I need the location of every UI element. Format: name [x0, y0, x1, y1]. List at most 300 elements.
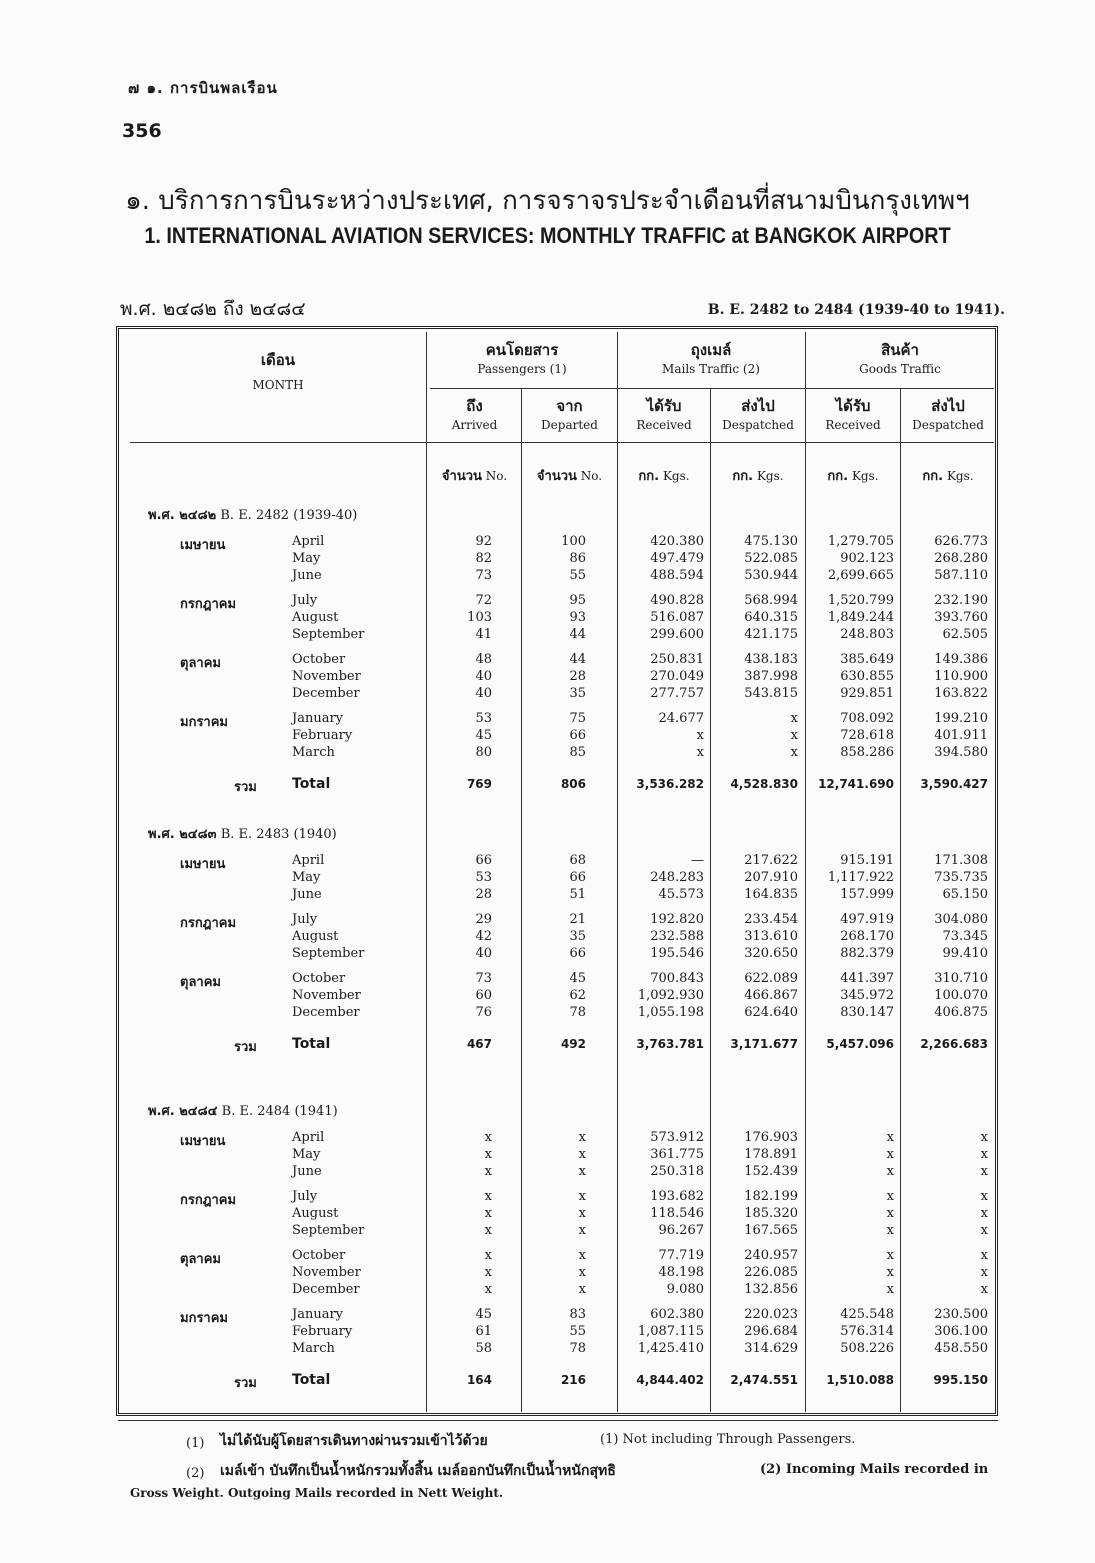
table-cell: 73: [475, 568, 492, 583]
table-cell: 110.900: [934, 669, 988, 684]
table-cell: 199.210: [934, 711, 988, 726]
table-cell: 42: [475, 929, 492, 944]
table-cell: 385.649: [840, 652, 894, 667]
table-cell: 62.505: [942, 627, 988, 642]
table-cell: 420.380: [650, 534, 704, 549]
table-cell: 296.684: [744, 1324, 798, 1339]
table-cell: x: [484, 1248, 492, 1263]
month-label: November: [292, 1265, 361, 1280]
month-label: September: [292, 627, 365, 642]
footnote-1-thai-text: ไม่ได้นับผู้โดยสารเดินทางผ่านรวมเข้าไว้ด้วย: [220, 1433, 488, 1449]
table-cell: 171.308: [934, 853, 988, 868]
table-cell: 299.600: [650, 627, 704, 642]
mails-header-en: Mails Traffic (2): [662, 362, 760, 376]
table-cell: x: [886, 1282, 894, 1297]
column-divider: [521, 388, 522, 1412]
table-cell: 728.618: [840, 728, 894, 743]
table-cell: x: [980, 1248, 988, 1263]
unit-en: No.: [580, 469, 603, 483]
total-label: Total: [292, 776, 331, 792]
table-cell: 95: [569, 593, 586, 608]
table-cell: 58: [475, 1341, 492, 1356]
table-cell: 24.677: [658, 711, 704, 726]
table-cell: 406.875: [934, 1005, 988, 1020]
table-cell: 622.089: [744, 971, 798, 986]
mails-received-header-en: Received: [636, 418, 692, 432]
table-cell: x: [886, 1189, 894, 1204]
table-cell: x: [484, 1265, 492, 1280]
table-cell: 72: [475, 593, 492, 608]
table-cell: 73: [475, 971, 492, 986]
table-cell: 270.049: [650, 669, 704, 684]
table-cell: 40: [475, 686, 492, 701]
table-cell: x: [790, 728, 798, 743]
table-cell: 77.719: [658, 1248, 704, 1263]
table-cell: 522.085: [744, 551, 798, 566]
year-header: [148, 504, 357, 525]
table-cell: 66: [569, 728, 586, 743]
table-cell: 421.175: [744, 627, 798, 642]
table-cell: 458.550: [934, 1341, 988, 1356]
table-cell: 163.822: [934, 686, 988, 701]
table-cell: 76: [475, 1005, 492, 1020]
month-label: July: [292, 912, 318, 927]
table-cell: 915.191: [840, 853, 894, 868]
table-cell: 35: [569, 686, 586, 701]
table-cell: 40: [475, 669, 492, 684]
table-cell: 99.410: [942, 946, 988, 961]
year-header-thai: พ.ศ. ๒๔๘๒: [148, 508, 217, 523]
table-cell: 92: [475, 534, 492, 549]
table-cell: 441.397: [840, 971, 894, 986]
table-cell: 1,520.799: [827, 593, 894, 608]
unit-en: Kgs.: [946, 469, 974, 483]
table-cell: 45: [569, 971, 586, 986]
total-cell: 12,741.690: [818, 777, 894, 791]
table-cell: 62: [569, 988, 586, 1003]
table-cell: 630.855: [840, 669, 894, 684]
total-cell: 3,590.427: [920, 777, 988, 791]
unit-thai: กก.: [827, 469, 849, 484]
month-header-thai: เดือน: [260, 351, 296, 369]
table-cell: 21: [569, 912, 586, 927]
table-cell: 9.080: [666, 1282, 704, 1297]
month-header: [130, 350, 426, 394]
table-cell: 157.999: [840, 887, 894, 902]
table-cell: 568.994: [744, 593, 798, 608]
month-header-en: MONTH: [252, 378, 304, 392]
table-cell: 85: [569, 745, 586, 760]
table-cell: 44: [569, 652, 586, 667]
goods-despatched-header: [901, 396, 995, 434]
table-cell: 29: [475, 912, 492, 927]
table-cell: 708.092: [840, 711, 894, 726]
total-label-thai: รวม: [234, 1376, 257, 1391]
mails-header: [618, 340, 804, 378]
table-cell: x: [886, 1265, 894, 1280]
table-cell: x: [980, 1223, 988, 1238]
table-cell: 233.454: [744, 912, 798, 927]
passengers-header-thai: คนโดยสาร: [485, 341, 559, 359]
table-cell: 268.280: [934, 551, 988, 566]
period-thai: พ.ศ. ๒๔๘๒ ถึง ๒๔๘๔: [120, 298, 306, 320]
mails-header-thai: ถุงเมล์: [690, 341, 732, 359]
total-cell: 4,844.402: [636, 1373, 704, 1387]
table-cell: 60: [475, 988, 492, 1003]
table-cell: x: [578, 1223, 586, 1238]
month-label: January: [292, 711, 344, 726]
table-cell: 182.199: [744, 1189, 798, 1204]
table-cell: x: [578, 1147, 586, 1162]
table-cell: x: [484, 1282, 492, 1297]
total-cell: 2,266.683: [920, 1037, 988, 1051]
month-label: October: [292, 971, 346, 986]
month-label: June: [292, 887, 322, 902]
column-divider: [617, 332, 618, 1412]
table-cell: 232.588: [650, 929, 704, 944]
unit-en: Kgs.: [851, 469, 879, 483]
table-cell: 929.851: [840, 686, 894, 701]
table-cell: 207.910: [744, 870, 798, 885]
table-cell: x: [696, 728, 704, 743]
table-cell: 882.379: [840, 946, 894, 961]
unit-thai: กก.: [922, 469, 944, 484]
table-cell: x: [578, 1265, 586, 1280]
table-cell: x: [980, 1282, 988, 1297]
table-cell: x: [484, 1206, 492, 1221]
table-cell: 735.735: [934, 870, 988, 885]
table-cell: 1,279.705: [827, 534, 894, 549]
table-cell: 277.757: [650, 686, 704, 701]
table-cell: 66: [475, 853, 492, 868]
mails-despatched-header-en: Despatched: [722, 418, 794, 432]
table-cell: 44: [569, 627, 586, 642]
month-label: May: [292, 551, 321, 566]
column-divider: [426, 332, 427, 1412]
total-cell: 2,474.551: [730, 1373, 798, 1387]
month-label: October: [292, 652, 346, 667]
table-cell: 314.629: [744, 1341, 798, 1356]
table-cell: 48: [475, 652, 492, 667]
mails-despatched-header-thai: ส่งไป: [741, 397, 775, 415]
total-cell: 164: [466, 1373, 492, 1387]
table-cell: x: [696, 745, 704, 760]
table-cell: x: [886, 1164, 894, 1179]
table-cell: 1,092.930: [637, 988, 704, 1003]
month-label: June: [292, 568, 322, 583]
table-cell: x: [578, 1282, 586, 1297]
mails-received-header: [618, 396, 710, 434]
table-cell: 490.828: [650, 593, 704, 608]
table-cell: x: [578, 1248, 586, 1263]
table-cell: 217.622: [744, 853, 798, 868]
total-cell: 3,171.677: [730, 1037, 798, 1051]
passengers-header: [428, 340, 616, 378]
year-header-en: B. E. 2483 (1940): [220, 827, 337, 842]
table-cell: x: [484, 1189, 492, 1204]
departed-header: [522, 396, 617, 434]
total-cell: 769: [466, 777, 492, 791]
table-cell: 93: [569, 610, 586, 625]
arrived-header-thai: ถึง: [466, 397, 483, 415]
month-label: November: [292, 988, 361, 1003]
table-cell: x: [980, 1265, 988, 1280]
quarter-label: กรกฎาคม: [180, 1193, 237, 1208]
unit-thai: กก.: [732, 469, 754, 484]
table-cell: 192.820: [650, 912, 704, 927]
table-cell: 466.867: [744, 988, 798, 1003]
month-label: December: [292, 686, 360, 701]
month-label: August: [292, 610, 339, 625]
table-cell: 164.835: [744, 887, 798, 902]
total-cell: 3,536.282: [636, 777, 704, 791]
quarter-label: กรกฎาคม: [180, 597, 237, 612]
goods-despatched-header-en: Despatched: [912, 418, 984, 432]
table-cell: 1,849.244: [827, 610, 894, 625]
quarter-label: กรกฎาคม: [180, 916, 237, 931]
month-label: September: [292, 946, 365, 961]
unit-mails-received: [618, 465, 710, 486]
month-label: April: [292, 1130, 325, 1145]
table-cell: 53: [475, 870, 492, 885]
footnote-2-thai-text: เมล์เข้า บันทึกเป็นน้ำหนักรวมทั้งสิ้น เมล์ออกบันทึกเป็นน้ำหนักสุทธิ: [220, 1463, 616, 1479]
table-cell: 345.972: [840, 988, 894, 1003]
table-cell: 78: [569, 1005, 586, 1020]
table-cell: x: [980, 1130, 988, 1145]
month-label: June: [292, 1164, 322, 1179]
table-cell: 66: [569, 870, 586, 885]
year-header-en: B. E. 2484 (1941): [221, 1104, 338, 1119]
unit-thai: จำนวน: [536, 469, 577, 484]
table-cell: 438.183: [744, 652, 798, 667]
table-cell: 178.891: [744, 1147, 798, 1162]
total-cell: 5,457.096: [826, 1037, 894, 1051]
month-label: December: [292, 1282, 360, 1297]
total-cell: 492: [560, 1037, 586, 1051]
month-label: August: [292, 1206, 339, 1221]
table-cell: —: [691, 853, 704, 868]
table-cell: x: [886, 1223, 894, 1238]
table-cell: 45: [475, 728, 492, 743]
table-cell: x: [980, 1206, 988, 1221]
footnote-1-marker: (1): [186, 1436, 205, 1451]
table-cell: x: [886, 1130, 894, 1145]
month-label: March: [292, 745, 335, 760]
arrived-header-en: Arrived: [451, 418, 498, 432]
year-header-thai: พ.ศ. ๒๔๘๔: [148, 1104, 218, 1119]
table-cell: 573.912: [650, 1130, 704, 1145]
table-cell: 516.087: [650, 610, 704, 625]
table-cell: x: [790, 711, 798, 726]
month-label: September: [292, 1223, 365, 1238]
table-cell: 35: [569, 929, 586, 944]
period-en: B. E. 2482 to 2484 (1939-40 to 1941).: [707, 302, 1005, 318]
departed-header-thai: จาก: [556, 397, 583, 415]
title-thai: ๑. บริการการบินระหว่างประเทศ, การจราจรประจำเดือนที่สนามบินกรุงเทพฯ: [125, 186, 970, 216]
table-cell: x: [484, 1223, 492, 1238]
total-cell: 3,763.781: [636, 1037, 704, 1051]
month-label: March: [292, 1341, 335, 1356]
table-cell: 393.760: [934, 610, 988, 625]
table-cell: 530.944: [744, 568, 798, 583]
table-cell: 497.479: [650, 551, 704, 566]
table-cell: 86: [569, 551, 586, 566]
table-cell: 700.843: [650, 971, 704, 986]
unit-mails-despatched: [711, 465, 805, 486]
table-cell: 220.023: [744, 1307, 798, 1322]
table-cell: x: [980, 1189, 988, 1204]
quarter-label: มกราคม: [180, 715, 228, 730]
total-cell: 216: [560, 1373, 586, 1387]
table-cell: 306.100: [934, 1324, 988, 1339]
table-cell: 149.386: [934, 652, 988, 667]
passengers-header-en: Passengers (1): [477, 362, 567, 376]
table-cell: 55: [569, 568, 586, 583]
table-cell: 132.856: [744, 1282, 798, 1297]
total-cell: 806: [560, 777, 586, 791]
table-cell: 2,699.665: [827, 568, 894, 583]
table-cell: 313.610: [744, 929, 798, 944]
month-label: April: [292, 534, 325, 549]
unit-en: No.: [485, 469, 508, 483]
unit-thai: กก.: [638, 469, 660, 484]
month-label: January: [292, 1307, 344, 1322]
table-cell: 248.803: [840, 627, 894, 642]
departed-header-en: Departed: [541, 418, 598, 432]
table-cell: 268.170: [840, 929, 894, 944]
table-cell: 73.345: [942, 929, 988, 944]
table-cell: 82: [475, 551, 492, 566]
table-cell: 152.439: [744, 1164, 798, 1179]
table-cell: 576.314: [840, 1324, 894, 1339]
table-cell: 48.198: [658, 1265, 704, 1280]
page-title: 1. INTERNATIONAL AVIATION SERVICES: MONTHLY TRAFFIC at BANGKOK AIRPORT: [144, 223, 951, 248]
unit-goods-received: [806, 465, 900, 486]
table-cell: 65.150: [942, 887, 988, 902]
table-cell: 68: [569, 853, 586, 868]
header-rule: [430, 388, 994, 389]
quarter-label: ตุลาคม: [180, 1252, 221, 1267]
table-cell: 361.775: [650, 1147, 704, 1162]
quarter-label: เมษายน: [180, 1134, 226, 1149]
table-cell: x: [578, 1130, 586, 1145]
mails-despatched-header: [711, 396, 805, 434]
table-cell: x: [484, 1164, 492, 1179]
table-cell: 41: [475, 627, 492, 642]
total-label-thai: รวม: [234, 780, 257, 795]
table-cell: 118.546: [650, 1206, 704, 1221]
footnote-2-en-b: Gross Weight. Outgoing Mails recorded in Nett Weight.: [130, 1486, 504, 1500]
table-cell: 304.080: [934, 912, 988, 927]
month-label: February: [292, 728, 353, 743]
table-cell: 53: [475, 711, 492, 726]
table-cell: 320.650: [744, 946, 798, 961]
page-number: 356: [122, 120, 162, 142]
quarter-label: เมษายน: [180, 538, 226, 553]
table-cell: 28: [569, 669, 586, 684]
table-cell: 66: [569, 946, 586, 961]
goods-received-header-en: Received: [825, 418, 881, 432]
unit-departed: [522, 465, 617, 486]
table-cell: 193.682: [650, 1189, 704, 1204]
table-cell: 232.190: [934, 593, 988, 608]
table-cell: x: [886, 1147, 894, 1162]
table-cell: 488.594: [650, 568, 704, 583]
table-cell: 45.573: [658, 887, 704, 902]
table-cell: 51: [569, 887, 586, 902]
total-label-thai: รวม: [234, 1040, 257, 1055]
table-cell: 240.957: [744, 1248, 798, 1263]
header-rule: [130, 442, 994, 443]
unit-arrived: [428, 465, 521, 486]
table-cell: 45: [475, 1307, 492, 1322]
total-cell: 1,510.088: [826, 1373, 894, 1387]
goods-header-thai: สินค้า: [881, 341, 919, 359]
goods-header-en: Goods Traffic: [859, 362, 941, 376]
month-label: February: [292, 1324, 353, 1339]
table-cell: 624.640: [744, 1005, 798, 1020]
table-cell: 497.919: [840, 912, 894, 927]
footnote-1-thai: [220, 1430, 488, 1452]
table-bottom-rule: [118, 1420, 998, 1421]
month-label: August: [292, 929, 339, 944]
quarter-label: ตุลาคม: [180, 975, 221, 990]
unit-goods-despatched: [901, 465, 995, 486]
table-cell: 543.815: [744, 686, 798, 701]
goods-received-header: [806, 396, 900, 434]
footnote-2-en-a: (2) Incoming Mails recorded in: [760, 1462, 989, 1477]
month-label: May: [292, 1147, 321, 1162]
table-cell: 250.831: [650, 652, 704, 667]
total-cell: 995.150: [933, 1373, 988, 1387]
unit-en: Kgs.: [662, 469, 690, 483]
unit-en: Kgs.: [756, 469, 784, 483]
total-label: Total: [292, 1372, 331, 1388]
table-cell: 475.130: [744, 534, 798, 549]
footnote-1-en: (1) Not including Through Passengers.: [600, 1432, 856, 1447]
table-cell: x: [578, 1206, 586, 1221]
table-cell: x: [484, 1147, 492, 1162]
table-cell: 830.147: [840, 1005, 894, 1020]
table-cell: 83: [569, 1307, 586, 1322]
table-cell: 96.267: [658, 1223, 704, 1238]
unit-thai: จำนวน: [441, 469, 482, 484]
table-cell: 185.320: [744, 1206, 798, 1221]
month-label: November: [292, 669, 361, 684]
table-cell: 401.911: [934, 728, 988, 743]
year-header-thai: พ.ศ. ๒๔๘๓: [148, 827, 217, 842]
table-cell: 425.548: [840, 1307, 894, 1322]
table-cell: 1,055.198: [637, 1005, 704, 1020]
table-cell: 1,425.410: [637, 1341, 704, 1356]
table-cell: x: [980, 1164, 988, 1179]
table-cell: 250.318: [650, 1164, 704, 1179]
table-cell: 1,087.115: [637, 1324, 704, 1339]
table-cell: x: [980, 1147, 988, 1162]
table-cell: 387.998: [744, 669, 798, 684]
table-cell: 310.710: [934, 971, 988, 986]
table-cell: 100.070: [934, 988, 988, 1003]
table-cell: 587.110: [934, 568, 988, 583]
footnote-2-thai: [220, 1460, 616, 1482]
table-cell: 100: [561, 534, 586, 549]
table-cell: 226.085: [744, 1265, 798, 1280]
quarter-label: เมษายน: [180, 857, 226, 872]
table-cell: 508.226: [840, 1341, 894, 1356]
table-cell: 248.283: [650, 870, 704, 885]
table-cell: 902.123: [840, 551, 894, 566]
table-cell: x: [886, 1248, 894, 1263]
